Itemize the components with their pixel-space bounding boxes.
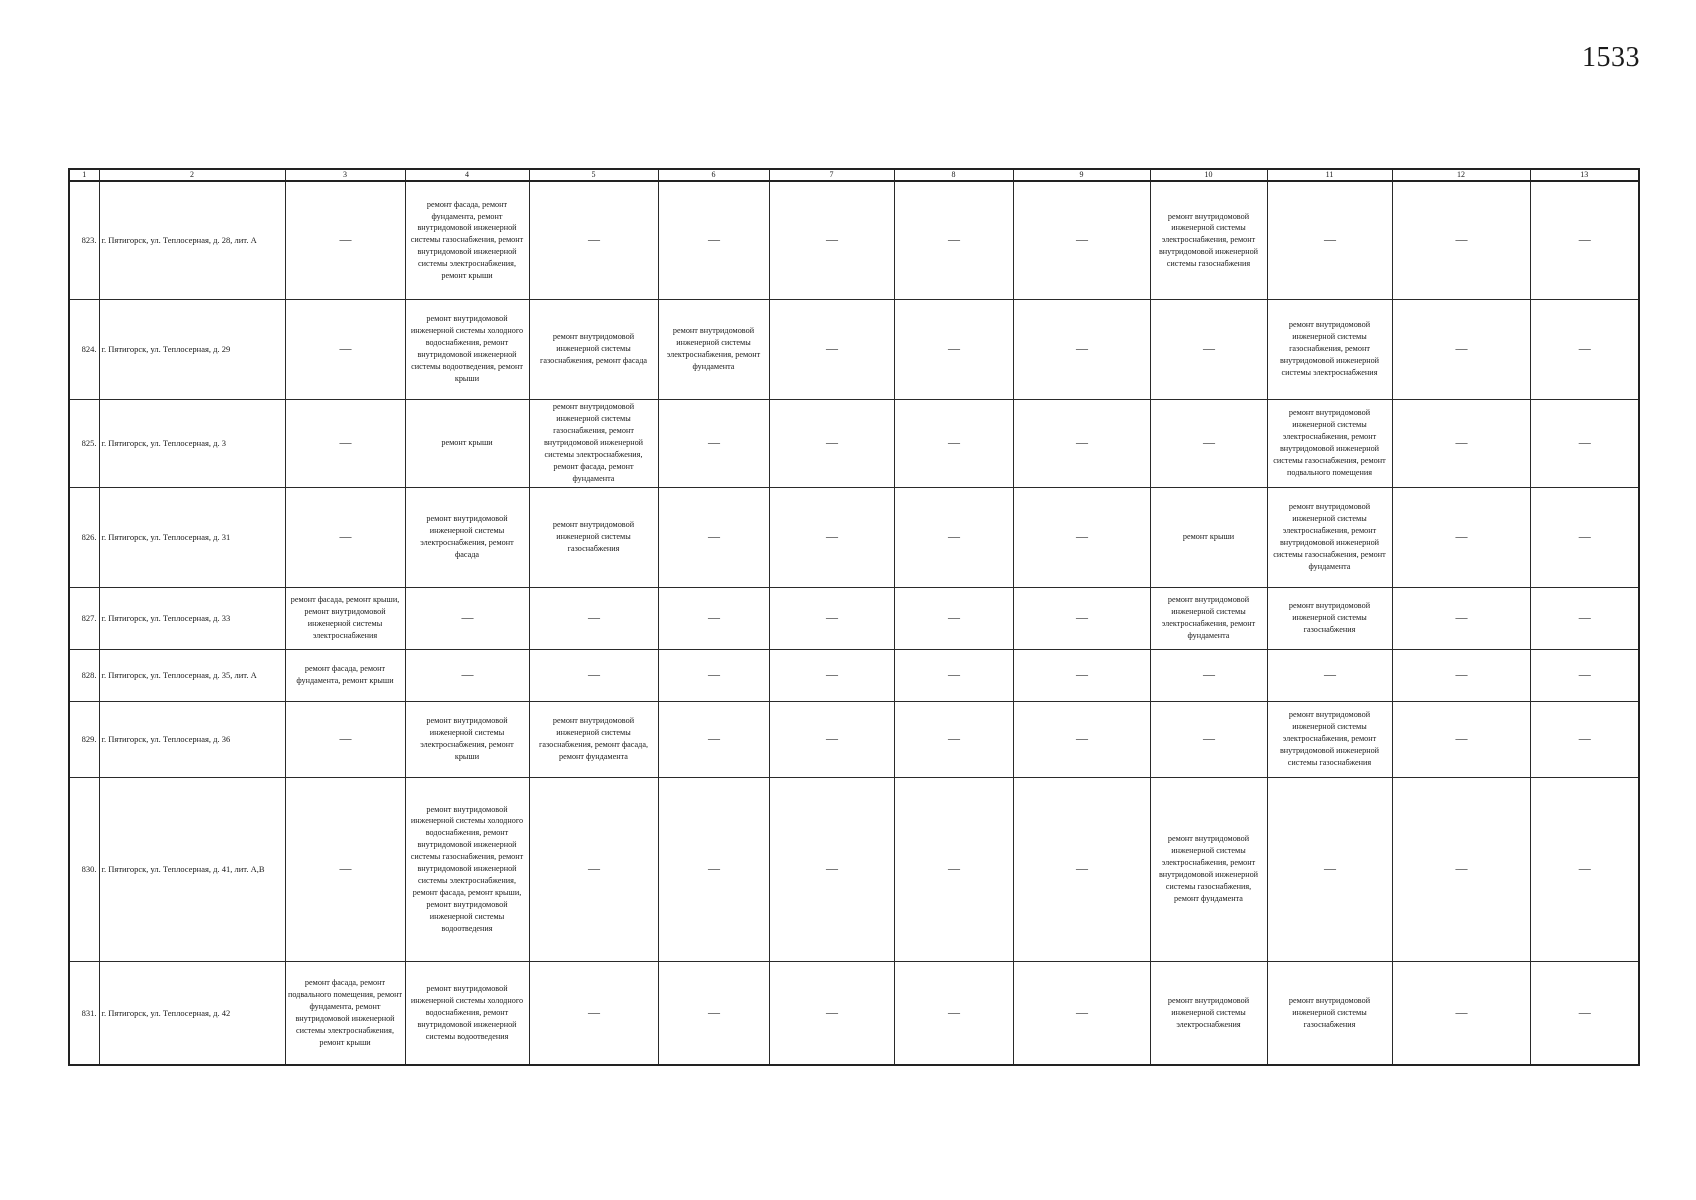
dash-mark: — [1578,232,1590,247]
dash-mark: — [948,610,959,625]
empty-dash-cell [769,701,894,777]
dash-mark: — [708,667,719,682]
table-row [69,701,1639,777]
dash-mark: — [1455,861,1467,876]
dash-mark: — [1455,667,1467,682]
dash-mark: — [826,861,837,876]
work-type-cell: ремонт внутридомовой инженерной системы холодного водоснабжения, ремонт внутридомовой инженерной системы водоотведения, ремонт крыши [405,299,529,399]
empty-dash-cell [285,487,405,587]
empty-dash-cell [769,961,894,1065]
dash-mark: — [708,435,719,450]
work-type-cell: ремонт внутридомовой инженерной системы холодного водоснабжения, ремонт внутридомовой инженерной системы газоснабжения, ремонт внутридомовой инженерной системы электроснабжения, ремонт фасада, ремонт крыши, ремонт внутридомовой инженерной системы водоотведения [405,777,529,961]
work-type-cell: ремонт внутридомовой инженерной системы электроснабжения, ремонт внутридомовой инженерной системы газоснабжения, ремонт фундамента [1150,777,1267,961]
empty-dash-cell [1013,777,1150,961]
empty-dash-cell [658,777,769,961]
empty-dash-cell [529,587,658,649]
table-row [69,487,1639,587]
empty-dash-cell [1013,399,1150,487]
dash-mark: — [708,861,719,876]
empty-dash-cell [658,649,769,701]
address-cell: г. Пятигорск, ул. Теплосерная, д. 28, лит. А [99,181,285,299]
dash-mark: — [1203,435,1214,450]
empty-dash-cell [1013,701,1150,777]
column-number: 8 [894,169,1013,181]
empty-dash-cell [1530,649,1639,701]
empty-dash-cell [1392,701,1530,777]
dash-mark: — [588,861,599,876]
empty-dash-cell [1013,649,1150,701]
dash-mark: — [826,529,837,544]
work-type-cell: ремонт внутридомовой инженерной системы газоснабжения [1267,587,1392,649]
work-type-cell: ремонт фасада, ремонт фундамента, ремонт крыши [285,649,405,701]
dash-mark: — [826,667,837,682]
empty-dash-cell [658,487,769,587]
work-type-cell: ремонт внутридомовой инженерной системы электроснабжения, ремонт фундамента [1150,587,1267,649]
empty-dash-cell [769,399,894,487]
work-type-cell: ремонт внутридомовой инженерной системы электроснабжения, ремонт фундамента [658,299,769,399]
dash-mark: — [826,232,837,247]
dash-mark: — [1455,731,1467,746]
dash-mark: — [588,232,599,247]
address-cell: г. Пятигорск, ул. Теплосерная, д. 31 [99,487,285,587]
dash-mark: — [1455,435,1467,450]
empty-dash-cell [285,299,405,399]
dash-mark: — [461,667,473,682]
empty-dash-cell [529,777,658,961]
dash-mark: — [1324,232,1335,247]
page-number: 1533 [1582,42,1640,73]
empty-dash-cell [894,961,1013,1065]
work-type-cell: ремонт внутридомовой инженерной системы электроснабжения, ремонт крыши [405,701,529,777]
dash-mark: — [588,667,599,682]
dash-mark: — [708,232,719,247]
empty-dash-cell [1013,181,1150,299]
dash-mark: — [588,610,599,625]
empty-dash-cell [1530,399,1639,487]
empty-dash-cell [1150,649,1267,701]
dash-mark: — [339,529,351,544]
work-type-cell: ремонт крыши [405,399,529,487]
dash-mark: — [708,610,719,625]
table-row [69,649,1639,701]
empty-dash-cell [894,777,1013,961]
empty-dash-cell [1267,181,1392,299]
empty-dash-cell [529,181,658,299]
empty-dash-cell [285,701,405,777]
dash-mark: — [708,529,719,544]
empty-dash-cell [1530,961,1639,1065]
empty-dash-cell [1530,701,1639,777]
dash-mark: — [1324,861,1335,876]
address-cell: г. Пятигорск, ул. Теплосерная, д. 35, лит. А [99,649,285,701]
table-row [69,777,1639,961]
table-row [69,961,1639,1065]
work-type-cell: ремонт фасада, ремонт подвального помещения, ремонт фундамента, ремонт внутридомовой инженерной системы электроснабжения, ремонт крыши [285,961,405,1065]
dash-mark: — [1076,341,1087,356]
address-cell: г. Пятигорск, ул. Теплосерная, д. 3 [99,399,285,487]
dash-mark: — [339,861,351,876]
empty-dash-cell [894,587,1013,649]
address-cell: г. Пятигорск, ул. Теплосерная, д. 29 [99,299,285,399]
empty-dash-cell [769,587,894,649]
dash-mark: — [1203,731,1214,746]
empty-dash-cell [1013,587,1150,649]
empty-dash-cell [1392,649,1530,701]
dash-mark: — [1578,861,1590,876]
dash-mark: — [1076,232,1087,247]
row-number: 824. [69,299,99,399]
empty-dash-cell [1530,777,1639,961]
dash-mark: — [1578,731,1590,746]
dash-mark: — [1203,341,1214,356]
column-number: 3 [285,169,405,181]
empty-dash-cell [1392,487,1530,587]
dash-mark: — [1578,435,1590,450]
dash-mark: — [1578,667,1590,682]
dash-mark: — [1455,610,1467,625]
row-number: 831. [69,961,99,1065]
repair-schedule-table [68,168,1640,1066]
work-type-cell: ремонт крыши [1150,487,1267,587]
empty-dash-cell [658,587,769,649]
empty-dash-cell [405,649,529,701]
work-type-cell: ремонт внутридомовой инженерной системы холодного водоснабжения, ремонт внутридомовой инженерной системы водоотведения [405,961,529,1065]
dash-mark: — [1076,529,1087,544]
column-number-row [69,169,1639,181]
dash-mark: — [948,861,959,876]
empty-dash-cell [769,487,894,587]
column-number: 13 [1530,169,1639,181]
dash-mark: — [1455,232,1467,247]
dash-mark: — [826,731,837,746]
dash-mark: — [1455,1004,1467,1019]
row-number: 827. [69,587,99,649]
dash-mark: — [461,610,473,625]
empty-dash-cell [769,181,894,299]
empty-dash-cell [894,649,1013,701]
empty-dash-cell [1392,777,1530,961]
empty-dash-cell [1530,181,1639,299]
column-number: 12 [1392,169,1530,181]
row-number: 829. [69,701,99,777]
dash-mark: — [1076,610,1087,625]
empty-dash-cell [894,181,1013,299]
empty-dash-cell [1530,299,1639,399]
dash-mark: — [948,731,959,746]
column-number: 4 [405,169,529,181]
empty-dash-cell [769,777,894,961]
empty-dash-cell [769,299,894,399]
empty-dash-cell [1530,587,1639,649]
dash-mark: — [708,731,719,746]
dash-mark: — [1578,341,1590,356]
table-row [69,299,1639,399]
dash-mark: — [948,529,959,544]
work-type-cell: ремонт внутридомовой инженерной системы электроснабжения, ремонт внутридомовой инженерной системы газоснабжения [1267,701,1392,777]
row-number: 823. [69,181,99,299]
dash-mark: — [1076,1004,1087,1019]
empty-dash-cell [658,961,769,1065]
dash-mark: — [1076,731,1087,746]
dash-mark: — [588,1004,599,1019]
empty-dash-cell [658,399,769,487]
empty-dash-cell [1267,649,1392,701]
work-type-cell: ремонт внутридомовой инженерной системы электроснабжения, ремонт внутридомовой инженерной системы газоснабжения, ремонт фундамента [1267,487,1392,587]
empty-dash-cell [658,181,769,299]
empty-dash-cell [1530,487,1639,587]
work-type-cell: ремонт внутридомовой инженерной системы газоснабжения [1267,961,1392,1065]
table-row [69,399,1639,487]
address-cell: г. Пятигорск, ул. Теплосерная, д. 33 [99,587,285,649]
empty-dash-cell [894,399,1013,487]
dash-mark: — [708,1004,719,1019]
table-body [69,181,1639,1065]
work-type-cell: ремонт внутридомовой инженерной системы электроснабжения, ремонт внутридомовой инженерной системы газоснабжения, ремонт подвального помещения [1267,399,1392,487]
dash-mark: — [1455,529,1467,544]
empty-dash-cell [529,961,658,1065]
column-number: 6 [658,169,769,181]
dash-mark: — [826,1004,837,1019]
dash-mark: — [339,341,351,356]
empty-dash-cell [894,701,1013,777]
empty-dash-cell [894,299,1013,399]
dash-mark: — [1455,341,1467,356]
column-number: 2 [99,169,285,181]
work-type-cell: ремонт внутридомовой инженерной системы электроснабжения [1150,961,1267,1065]
dash-mark: — [1076,667,1087,682]
table-row [69,587,1639,649]
dash-mark: — [1324,667,1335,682]
table-row [69,181,1639,299]
row-number: 825. [69,399,99,487]
work-type-cell: ремонт внутридомовой инженерной системы газоснабжения, ремонт внутридомовой инженерной системы электроснабжения [1267,299,1392,399]
empty-dash-cell [285,181,405,299]
column-number: 5 [529,169,658,181]
dash-mark: — [826,341,837,356]
dash-mark: — [1578,610,1590,625]
row-number: 830. [69,777,99,961]
dash-mark: — [339,232,351,247]
work-type-cell: ремонт внутридомовой инженерной системы газоснабжения, ремонт фасада [529,299,658,399]
column-number: 10 [1150,169,1267,181]
empty-dash-cell [894,487,1013,587]
empty-dash-cell [1013,961,1150,1065]
dash-mark: — [1578,529,1590,544]
empty-dash-cell [405,587,529,649]
empty-dash-cell [769,649,894,701]
work-type-cell: ремонт внутридомовой инженерной системы газоснабжения, ремонт фасада, ремонт фундамента [529,701,658,777]
column-number: 11 [1267,169,1392,181]
work-type-cell: ремонт внутридомовой инженерной системы электроснабжения, ремонт внутридомовой инженерной системы газоснабжения [1150,181,1267,299]
work-type-cell: ремонт внутридомовой инженерной системы электроснабжения, ремонт фасада [405,487,529,587]
work-type-cell: ремонт фасада, ремонт крыши, ремонт внутридомовой инженерной системы электроснабжения [285,587,405,649]
address-cell: г. Пятигорск, ул. Теплосерная, д. 41, лит. А,В [99,777,285,961]
empty-dash-cell [1013,299,1150,399]
row-number: 828. [69,649,99,701]
column-number: 1 [69,169,99,181]
empty-dash-cell [1392,399,1530,487]
dash-mark: — [948,341,959,356]
dash-mark: — [339,731,351,746]
empty-dash-cell [1013,487,1150,587]
work-type-cell: ремонт внутридомовой инженерной системы газоснабжения [529,487,658,587]
dash-mark: — [826,610,837,625]
empty-dash-cell [1150,299,1267,399]
empty-dash-cell [285,399,405,487]
empty-dash-cell [529,649,658,701]
empty-dash-cell [1267,777,1392,961]
dash-mark: — [1578,1004,1590,1019]
empty-dash-cell [285,777,405,961]
dash-mark: — [948,232,959,247]
dash-mark: — [948,667,959,682]
empty-dash-cell [1392,299,1530,399]
dash-mark: — [1076,435,1087,450]
dash-mark: — [1076,861,1087,876]
empty-dash-cell [1392,961,1530,1065]
dash-mark: — [948,435,959,450]
dash-mark: — [948,1004,959,1019]
empty-dash-cell [1150,701,1267,777]
column-number: 9 [1013,169,1150,181]
empty-dash-cell [1392,181,1530,299]
empty-dash-cell [1150,399,1267,487]
work-type-cell: ремонт внутридомовой инженерной системы газоснабжения, ремонт внутридомовой инженерной системы электроснабжения, ремонт фасада, ремонт фундамента [529,399,658,487]
dash-mark: — [1203,667,1214,682]
empty-dash-cell [658,701,769,777]
address-cell: г. Пятигорск, ул. Теплосерная, д. 36 [99,701,285,777]
row-number: 826. [69,487,99,587]
column-number: 7 [769,169,894,181]
empty-dash-cell [1392,587,1530,649]
dash-mark: — [339,435,351,450]
address-cell: г. Пятигорск, ул. Теплосерная, д. 42 [99,961,285,1065]
work-type-cell: ремонт фасада, ремонт фундамента, ремонт внутридомовой инженерной системы газоснабжения, ремонт внутридомовой инженерной системы электроснабжения, ремонт крыши [405,181,529,299]
dash-mark: — [826,435,837,450]
